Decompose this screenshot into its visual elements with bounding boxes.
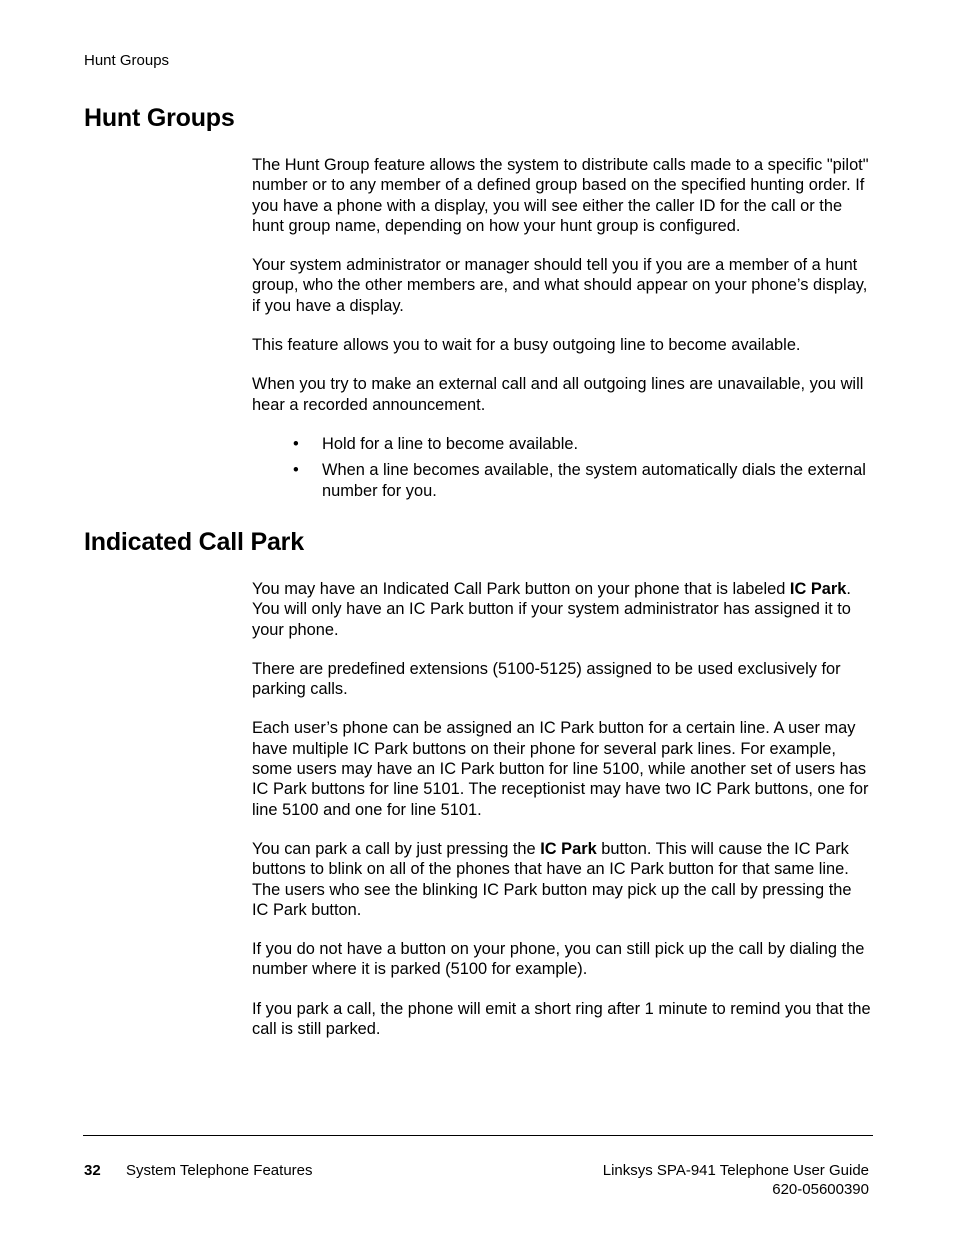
text-run: You may have an Indicated Call Park button on your phone that is labeled [252,580,790,598]
bullet-icon: • [293,434,299,453]
text-run: You can park a call by just pressing the [252,839,541,858]
paragraph: If you do not have a button on your phone, you can still pick up the call by dialing the number where it is parked (5100 for example). [252,940,865,979]
ic-park-label: IC Park [789,580,847,598]
section-title-hunt-groups: Hunt Groups [84,104,235,132]
list-item-text: Hold for a line to become available. [322,434,579,453]
section-title-indicated-call-park: Indicated Call Park [84,528,304,556]
paragraph: Each user’s phone can be assigned an IC Park button for a certain line. A user may have multiple IC Park buttons on their phone for several park lines. For example, some users may have an IC Park button for line 5100, while another set of users has IC Park buttons for line 5101. The receptionist may have two IC Park buttons, one for line 5100 and one for line 5101. [252,719,869,819]
bullet-icon: • [293,461,299,480]
section-body-indicated-call-park [252,579,872,1058]
paragraph: When you try to make an external call and all outgoing lines are unavailable, you will hear a recorded announcement. [252,375,864,414]
paragraph [252,579,872,640]
footer-divider [83,1135,873,1136]
bullet-list [252,434,872,501]
page-number: 32 [84,1162,101,1179]
paragraph: There are predefined extensions (5100-5125) assigned to be used exclusively for parking calls. [252,659,841,699]
guide-title: Linksys SPA-941 Telephone User Guide [602,1162,869,1179]
running-head: Hunt Groups [84,52,170,69]
paragraph: This feature allows you to wait for a busy outgoing line to become available. [252,336,801,355]
list-item-text: When a line becomes available, the system automatically dials the external number for you. [322,461,866,500]
doc-number: 620-05600390 [772,1181,869,1198]
paragraph: If you park a call, the phone will emit a short ring after 1 minute to remind you that the call is still parked. [252,999,871,1039]
ic-park-label: IC Park [540,839,597,858]
guide-info [603,1161,869,1199]
paragraph: The Hunt Group feature allows the system to distribute calls made to a specific "pilot" number or to any member of a defined group based on the specified hunting order. If you have a phone with a display, you will see either the caller ID for the call or the hunt group name, depending on how your hunt group is configured. [252,156,869,235]
section-body-hunt-groups [252,155,872,507]
paragraph: Your system administrator or manager should tell you if you are a member of a hunt group, who the other members are, and what should appear on your phone’s display, if you have a display. [252,256,868,315]
chapter-title: System Telephone Features [126,1162,313,1179]
text-run: button. This will cause the IC Park buttons to blink on all of the phones that have an IC Park button for that same line. The users who see the blinking IC Park button may pick up the call by pressing the IC Park button. [252,839,852,919]
paragraph [252,839,872,920]
text-run: . You will only have an IC Park button if your system administrator has assigned it to your phone. [252,580,851,639]
list-item [252,434,872,454]
list-item [252,460,872,501]
